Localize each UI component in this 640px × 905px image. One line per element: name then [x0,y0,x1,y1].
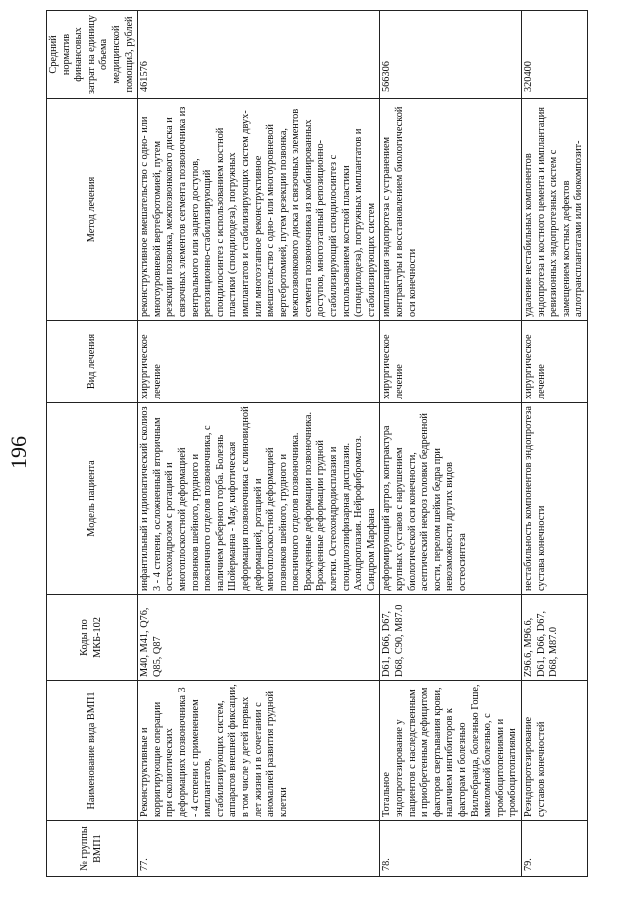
page-number: 196 [6,436,31,469]
patient-model: деформирующий артроз, контрактура крупных суставов с нарушением биологической оси конечности, асептический некроз головки бедренной кости, перелом шейки бедра при невозможности других видов остеосинтеза [380,403,522,595]
vmp-name: Тотальное эндопротезирование у пациентов с наследственным и приобретенным дефицитом факторов свертывания крови, наличием ингибиторов к факторам и болезнью Виллебранда, болезнью Гоше, миеломной болезнью, с тромбоцитопениями и тромбоцитопатиями [380,681,522,821]
group-number: 79. [521,821,587,877]
table-row [138,11,380,877]
treatment-method: реконструктивное вмешательство с одно- или многоуровневой вертебротомией, путем резекции позвонка, межпозвонкового диска и связочных элементов сегмента позвоночника из вентрального или заднего доступов, репозиционно-стабилизирующий спондилосинтез с использованием костной пластики (спондилодеза), погружных имплантатов и стабилизирующих систем двух- или многоэтапное реконструктивное вмешательство с одно- или многоуровневой вертебротомией, путем резекции позвонка, межпозвонкового диска и связочных элементов сегмента позвоночника из комбинированных доступов, многоэтапный репозиционно-стабилизирующий спондилосинтез с использованием костной пластики (спондилодеза), погружных имплантатов и стабилизирующих систем [138,99,380,321]
header-group-no: № группы ВМП1 [47,821,138,877]
vmp-name: Реэндопротезирование суставов конечностей [521,681,587,821]
vmp-table [46,10,588,877]
vmp-name: Реконструктивные и корригирующие операции при сколиотических деформациях позвоночника 3 - 4 степени с применением имплантатов, стабилизирующих систем, аппаратов внешней фиксации, в том числе у детей первых лет жизни и в сочетании с аномалией развития грудной клетки [138,681,380,821]
group-number: 78. [380,821,522,877]
cost-value: 320400 [521,11,587,99]
treatment-type: хирургическое лечение [138,321,380,403]
group-number: 77. [138,821,380,877]
cost-value: 566306 [380,11,522,99]
header-name: Наименование вида ВМП1 [47,681,138,821]
patient-model: инфантильный и идиопатический сколиоз 3 - 4 степени, осложненный вторичным остеохондрозом с ротацией и многоплоскостной деформацией позвонков шейного, грудного и поясничного отделов позвоночника, с наличием реберного горба. Болезнь Шойерманна - Мау, кифотическая деформация позвоночника с клиновидной деформацией, ротацией и многоплоскостной деформацией позвонков шейного, грудного и поясничного отделов позвоночника. Врожденные деформации позвоночника. Врожденные деформации грудной клетки. Остеохондродисплазия и спондилоэпифизарная дисплазия. Ахондроплазия. Нейрофиброматоз. Синдром Марфана [138,403,380,595]
header-codes: Коды по МКБ-102 [47,595,138,681]
treatment-method: имплантация эндопротеза с устранением контрактуры и восстановлением биологической оси конечности [380,99,522,321]
treatment-method: удаление нестабильных компонентов эндопротеза и костного цемента и имплантация ревизионных эндопротезных систем с замещением костных дефектов аллотрансплантатами или биокомпозит- [521,99,587,321]
icd-codes: M40, M41, Q76, Q85, Q87 [138,595,380,681]
treatment-type: хирургическое лечение [380,321,522,403]
icd-codes: D61, D66, D67, D68, C90, M87.0 [380,595,522,681]
header-row [47,11,138,877]
icd-codes: Z96.6, M96.6, D61, D66, D67, D68, M87.0 [521,595,587,681]
table-row [380,11,522,877]
cost-value: 461576 [138,11,380,99]
header-cost: Средний норматив финансовых затрат на единицу объема медицинской помощи3, рублей [47,11,138,99]
table-row [521,11,587,877]
header-model: Модель пациента [47,403,138,595]
header-method: Метод лечения [47,99,138,321]
patient-model: нестабильность компонентов эндопротеза сустава конечности [521,403,587,595]
treatment-type: хирургическое лечение [521,321,587,403]
header-type: Вид лечения [47,321,138,403]
